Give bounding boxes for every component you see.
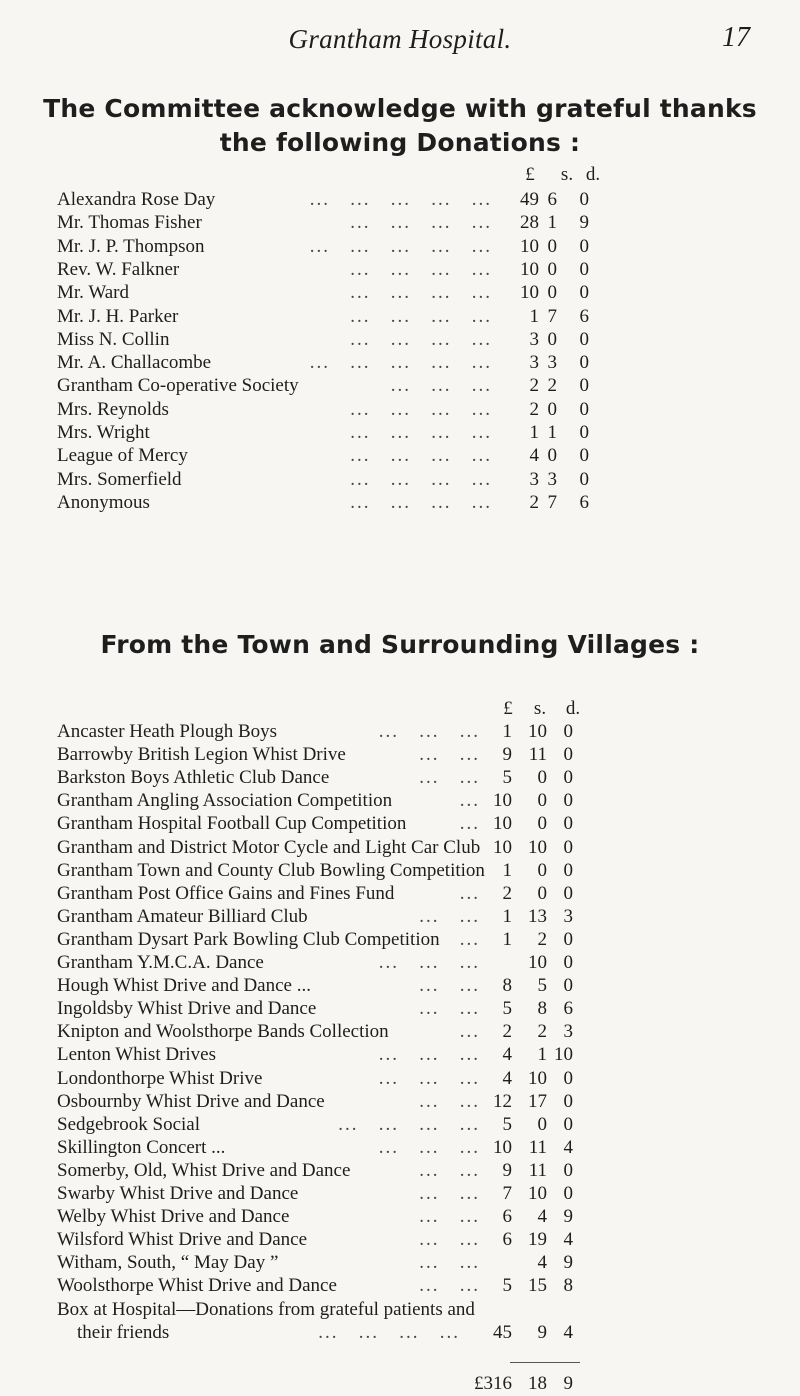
shillings-amount: 4 bbox=[537, 1206, 547, 1228]
shillings-amount: 17 bbox=[528, 1090, 547, 1112]
village-donation-row bbox=[57, 766, 777, 790]
shillings-amount: 10 bbox=[528, 836, 547, 858]
pence-amount: 9 bbox=[563, 1252, 573, 1274]
leader-dots: ... ... ... ... bbox=[350, 445, 492, 467]
village-donation-row bbox=[57, 1113, 777, 1137]
pence-amount: 0 bbox=[563, 1113, 573, 1135]
pounds-amount: 10 bbox=[493, 836, 512, 858]
village-donation-row bbox=[57, 951, 777, 975]
leader-dots: ... bbox=[459, 928, 480, 950]
leader-dots: ... ... ... ... bbox=[318, 1321, 460, 1343]
leader-dots: ... ... bbox=[419, 1090, 480, 1112]
leader-dots: ... ... ... ... bbox=[350, 212, 492, 234]
shillings-amount: 1 bbox=[537, 1044, 547, 1066]
shillings-amount: 1 bbox=[547, 212, 557, 234]
box-donation-line1 bbox=[57, 1298, 777, 1322]
donor-name: Mr. A. Challacombe bbox=[57, 352, 212, 374]
leader-dots: ... ... ... bbox=[378, 1067, 480, 1089]
pence-amount: 0 bbox=[563, 1067, 573, 1089]
village-donation-row bbox=[57, 1228, 777, 1252]
shillings-amount: 9 bbox=[537, 1321, 547, 1343]
donor-name: Mrs. Somerfield bbox=[57, 468, 182, 490]
villages-list bbox=[57, 720, 777, 1394]
donation-row bbox=[57, 305, 777, 329]
shillings-amount: 0 bbox=[547, 282, 557, 304]
pence-amount: 0 bbox=[579, 398, 589, 420]
donor-name: Rev. W. Falkner bbox=[57, 258, 180, 280]
village-donation-row bbox=[57, 720, 777, 744]
village-donation-row bbox=[57, 928, 777, 952]
shillings-amount: 3 bbox=[547, 468, 557, 490]
shillings-amount: 6 bbox=[547, 189, 557, 210]
leader-dots: ... ... ... ... ... bbox=[309, 352, 492, 374]
pence-amount: 0 bbox=[579, 258, 589, 280]
pounds-amount: 9 bbox=[502, 744, 512, 766]
donation-row bbox=[57, 468, 777, 492]
shillings-amount: 0 bbox=[547, 258, 557, 280]
donor-name: Mr. J. P. Thompson bbox=[57, 235, 205, 257]
donor-name: Osbournby Whist Drive and Dance bbox=[57, 1090, 325, 1112]
pounds-amount: 1 bbox=[502, 721, 512, 742]
leader-dots: ... ... ... ... bbox=[350, 398, 492, 420]
pounds-amount: 49 bbox=[520, 189, 539, 210]
village-donation-row bbox=[57, 859, 777, 883]
donor-name: Wilsford Whist Drive and Dance bbox=[57, 1229, 308, 1251]
shillings-amount: 7 bbox=[547, 305, 557, 327]
donation-row bbox=[57, 258, 777, 282]
village-donation-row bbox=[57, 1067, 777, 1091]
donor-name: their friends bbox=[77, 1321, 170, 1343]
donor-name: League of Mercy bbox=[57, 445, 188, 467]
leader-dots: ... ... bbox=[419, 1183, 480, 1204]
village-donation-row bbox=[57, 974, 777, 998]
donation-row bbox=[57, 281, 777, 305]
donor-name: Barkston Boys Athletic Club Dance bbox=[57, 767, 330, 789]
donor-name: Miss N. Collin bbox=[57, 328, 170, 350]
pounds-amount: 6 bbox=[502, 1229, 512, 1251]
village-donation-row bbox=[57, 997, 777, 1021]
pence-amount: 0 bbox=[563, 1159, 573, 1181]
leader-dots: ... ... ... ... bbox=[338, 1113, 480, 1135]
village-donation-row bbox=[57, 905, 777, 929]
leader-dots: ... bbox=[459, 1021, 480, 1043]
shillings-amount: 5 bbox=[537, 975, 547, 997]
shillings-amount: 2 bbox=[537, 928, 547, 950]
donor-name: Grantham Amateur Billiard Club bbox=[57, 905, 308, 927]
leader-dots: ... bbox=[459, 790, 480, 812]
pence-amount: 0 bbox=[579, 235, 589, 257]
shillings-amount: 0 bbox=[537, 813, 547, 835]
donation-row bbox=[57, 398, 777, 422]
pence-amount: 0 bbox=[579, 282, 589, 304]
village-donation-row bbox=[57, 743, 777, 767]
heading-committee-line2: the following Donations : bbox=[219, 128, 581, 157]
pence-amount: 4 bbox=[563, 1136, 573, 1158]
shillings-amount: 0 bbox=[537, 859, 547, 881]
total-pounds: £316 bbox=[474, 1372, 512, 1394]
donor-name: Grantham and District Motor Cycle and Light Car Club bbox=[57, 836, 481, 858]
pounds-amount: 3 bbox=[529, 352, 539, 374]
pounds-amount: 4 bbox=[502, 1067, 512, 1089]
pence-amount: 0 bbox=[579, 422, 589, 443]
pounds-amount: 4 bbox=[529, 445, 539, 467]
shillings-amount: 2 bbox=[547, 375, 557, 397]
pounds-amount: 10 bbox=[520, 282, 539, 304]
leader-dots: ... ... ... bbox=[378, 1136, 480, 1158]
pence-amount: 0 bbox=[563, 767, 573, 789]
donation-row bbox=[57, 421, 777, 445]
shillings-amount: 13 bbox=[528, 905, 547, 927]
pounds-amount: 1 bbox=[529, 305, 539, 327]
pence-amount: 0 bbox=[579, 328, 589, 350]
pounds-amount: 1 bbox=[502, 928, 512, 950]
grand-total bbox=[57, 1372, 777, 1396]
leader-dots: ... ... ... bbox=[378, 1044, 480, 1066]
donor-name: Mr. Thomas Fisher bbox=[57, 212, 202, 234]
page-number: 17 bbox=[722, 22, 750, 53]
donor-name: Mrs. Wright bbox=[57, 422, 150, 443]
pence-amount: 0 bbox=[563, 1183, 573, 1204]
leader-dots: ... ... bbox=[419, 767, 480, 789]
pounds-amount: 10 bbox=[493, 790, 512, 812]
shillings-amount: 11 bbox=[528, 1159, 547, 1181]
village-donation-row bbox=[57, 1136, 777, 1160]
pounds-amount: 9 bbox=[502, 1159, 512, 1181]
donor-name: Grantham Co-operative Society bbox=[57, 375, 299, 397]
leader-dots: ... ... ... ... bbox=[350, 305, 492, 327]
shillings-amount: 11 bbox=[528, 1136, 547, 1158]
donation-row bbox=[57, 374, 777, 398]
pence-amount: 0 bbox=[563, 928, 573, 950]
leader-dots: ... ... bbox=[419, 1275, 480, 1297]
donation-row bbox=[57, 351, 777, 375]
village-donation-row bbox=[57, 836, 777, 860]
donations-column-headers bbox=[0, 162, 800, 188]
donor-name: Grantham Dysart Park Bowling Club Competition bbox=[57, 928, 440, 950]
leader-dots: ... ... bbox=[419, 744, 480, 766]
village-donation-row bbox=[57, 1251, 777, 1275]
shillings-amount: 2 bbox=[537, 1021, 547, 1043]
pounds-amount: 5 bbox=[502, 767, 512, 789]
donations-list bbox=[57, 188, 777, 528]
donor-name: Mrs. Reynolds bbox=[57, 398, 169, 420]
pounds-amount: 3 bbox=[529, 468, 539, 490]
pounds-amount: 5 bbox=[502, 1113, 512, 1135]
shillings-amount: 8 bbox=[537, 998, 547, 1020]
shillings-amount: 10 bbox=[528, 1067, 547, 1089]
pence-amount: 3 bbox=[563, 1021, 573, 1043]
pounds-amount: 4 bbox=[502, 1044, 512, 1066]
donor-name: Grantham Angling Association Competition bbox=[57, 790, 393, 812]
pounds-amount: 2 bbox=[529, 491, 539, 513]
pounds-amount: 6 bbox=[502, 1206, 512, 1228]
donor-name: Somerby, Old, Whist Drive and Dance bbox=[57, 1159, 351, 1181]
donor-name: Barrowby British Legion Whist Drive bbox=[57, 744, 346, 766]
pounds-amount: 12 bbox=[493, 1090, 512, 1112]
donor-name: Grantham Y.M.C.A. Dance bbox=[57, 952, 264, 973]
running-title: Grantham Hospital. bbox=[288, 24, 512, 54]
heading-villages: From the Town and Surrounding Villages : bbox=[100, 630, 700, 659]
donor-name: Knipton and Woolsthorpe Bands Collection bbox=[57, 1021, 389, 1043]
donor-name: Mr. J. H. Parker bbox=[57, 305, 179, 327]
pence-header: d. bbox=[565, 698, 581, 719]
shillings-header: s. bbox=[560, 164, 574, 185]
pence-amount: 0 bbox=[563, 952, 573, 973]
village-donation-row bbox=[57, 882, 777, 906]
pence-amount: 0 bbox=[563, 1090, 573, 1112]
shillings-amount: 0 bbox=[547, 445, 557, 467]
leader-dots: ... ... ... ... bbox=[350, 328, 492, 350]
donor-name: Box at Hospital—Donations from grateful patients and bbox=[57, 1298, 475, 1320]
villages-column-headers bbox=[0, 696, 800, 722]
pence-amount: 0 bbox=[579, 352, 589, 374]
leader-dots: ... ... ... bbox=[378, 721, 480, 742]
village-donation-row bbox=[57, 1205, 777, 1229]
pence-amount: 3 bbox=[563, 905, 573, 927]
shillings-amount: 0 bbox=[537, 790, 547, 812]
pounds-amount: 2 bbox=[529, 398, 539, 420]
pence-amount: 0 bbox=[579, 445, 589, 467]
pence-amount: 0 bbox=[563, 790, 573, 812]
pence-amount: 0 bbox=[563, 859, 573, 881]
donation-row bbox=[57, 211, 777, 235]
pounds-amount: 5 bbox=[502, 998, 512, 1020]
leader-dots: ... ... ... bbox=[390, 375, 492, 397]
pounds-amount: 7 bbox=[502, 1183, 512, 1204]
donor-name: Mr. Ward bbox=[57, 282, 130, 304]
village-donation-row bbox=[57, 789, 777, 813]
leader-dots: ... ... ... ... bbox=[350, 491, 492, 513]
leader-dots: ... ... ... ... bbox=[350, 258, 492, 280]
pence-amount: 9 bbox=[579, 212, 589, 234]
box-donation-row bbox=[77, 1321, 777, 1345]
leader-dots: ... ... ... ... bbox=[350, 422, 492, 443]
pounds-amount: 45 bbox=[493, 1321, 512, 1343]
pence-amount: 0 bbox=[563, 882, 573, 904]
shillings-amount: 0 bbox=[537, 767, 547, 789]
donor-name: Grantham Hospital Football Cup Competition bbox=[57, 813, 407, 835]
pence-amount: 0 bbox=[563, 836, 573, 858]
pence-amount: 0 bbox=[579, 468, 589, 490]
pounds-amount: 8 bbox=[502, 975, 512, 997]
leader-dots: ... bbox=[459, 882, 480, 904]
heading-committee-line1: The Committee acknowledge with grateful thanks bbox=[43, 94, 757, 123]
pounds-amount: 2 bbox=[529, 375, 539, 397]
shillings-amount: 10 bbox=[528, 1183, 547, 1204]
pounds-amount: 10 bbox=[493, 1136, 512, 1158]
donor-name: Hough Whist Drive and Dance ... bbox=[57, 975, 311, 997]
donor-name: Grantham Post Office Gains and Fines Fund bbox=[57, 882, 395, 904]
leader-dots: ... ... ... bbox=[378, 952, 480, 973]
shillings-amount: 0 bbox=[547, 235, 557, 257]
shillings-amount: 4 bbox=[537, 1252, 547, 1274]
donor-name: Sedgebrook Social bbox=[57, 1113, 201, 1135]
shillings-amount: 0 bbox=[537, 882, 547, 904]
pence-amount: 9 bbox=[563, 1206, 573, 1228]
donor-name: Skillington Concert ... bbox=[57, 1136, 226, 1158]
pounds-header: £ bbox=[525, 164, 535, 185]
donation-row bbox=[57, 235, 777, 259]
pounds-amount: 5 bbox=[502, 1275, 512, 1297]
pence-amount: 4 bbox=[563, 1321, 573, 1343]
donor-name: Welby Whist Drive and Dance bbox=[57, 1206, 290, 1228]
pence-amount: 6 bbox=[579, 305, 589, 327]
shillings-amount: 15 bbox=[528, 1275, 547, 1297]
donor-name: Ingoldsby Whist Drive and Dance bbox=[57, 998, 317, 1020]
shillings-amount: 10 bbox=[528, 952, 547, 973]
pence-header: d. bbox=[585, 164, 601, 185]
shillings-amount: 7 bbox=[547, 491, 557, 513]
donation-row bbox=[57, 328, 777, 352]
donor-name: Witham, South, “ May Day ” bbox=[57, 1252, 279, 1274]
donor-name: Grantham Town and County Club Bowling Competition bbox=[57, 859, 485, 881]
leader-dots: ... ... bbox=[419, 975, 480, 997]
donor-name: Londonthorpe Whist Drive bbox=[57, 1067, 263, 1089]
pounds-amount: 2 bbox=[502, 1021, 512, 1043]
village-donation-row bbox=[57, 1090, 777, 1114]
leader-dots: ... ... ... ... bbox=[350, 468, 492, 490]
shillings-amount: 1 bbox=[547, 422, 557, 443]
shillings-amount: 0 bbox=[547, 328, 557, 350]
pounds-amount: 28 bbox=[520, 212, 539, 234]
pounds-header: £ bbox=[503, 698, 513, 719]
pence-amount: 0 bbox=[579, 189, 589, 210]
village-donation-row bbox=[57, 1020, 777, 1044]
donation-row bbox=[57, 491, 777, 515]
pence-amount: 6 bbox=[563, 998, 573, 1020]
pounds-amount: 1 bbox=[502, 859, 512, 881]
pounds-amount: 10 bbox=[493, 813, 512, 835]
pence-amount: 0 bbox=[563, 721, 573, 742]
leader-dots: ... ... ... ... ... bbox=[309, 189, 492, 210]
pounds-amount: 1 bbox=[502, 905, 512, 927]
leader-dots: ... bbox=[459, 813, 480, 835]
running-header bbox=[0, 14, 800, 54]
village-donation-row bbox=[57, 1274, 777, 1298]
leader-dots: ... ... bbox=[419, 905, 480, 927]
pence-amount: 6 bbox=[579, 491, 589, 513]
shillings-amount: 3 bbox=[547, 352, 557, 374]
donor-name: Alexandra Rose Day bbox=[57, 189, 216, 210]
pence-amount: 0 bbox=[563, 975, 573, 997]
leader-dots: ... ... bbox=[419, 1252, 480, 1274]
pence-amount: 10 bbox=[554, 1044, 573, 1066]
leader-dots: ... ... bbox=[419, 1206, 480, 1228]
shillings-header: s. bbox=[533, 698, 547, 719]
total-rule bbox=[510, 1362, 580, 1363]
pounds-amount: 10 bbox=[520, 235, 539, 257]
shillings-amount: 0 bbox=[537, 1113, 547, 1135]
pence-amount: 0 bbox=[579, 375, 589, 397]
shillings-amount: 19 bbox=[528, 1229, 547, 1251]
total-pence: 9 bbox=[563, 1372, 573, 1394]
leader-dots: ... ... ... ... ... bbox=[309, 235, 492, 257]
pence-amount: 0 bbox=[563, 813, 573, 835]
pence-amount: 0 bbox=[563, 744, 573, 766]
donor-name: Swarby Whist Drive and Dance bbox=[57, 1183, 299, 1204]
shillings-amount: 0 bbox=[547, 398, 557, 420]
pence-amount: 8 bbox=[563, 1275, 573, 1297]
village-donation-row bbox=[57, 1043, 777, 1067]
shillings-amount: 11 bbox=[528, 744, 547, 766]
total-shillings: 18 bbox=[528, 1372, 547, 1394]
donor-name: Lenton Whist Drives bbox=[57, 1044, 217, 1066]
leader-dots: ... ... bbox=[419, 998, 480, 1020]
leader-dots: ... ... ... ... bbox=[350, 282, 492, 304]
donor-name: Woolsthorpe Whist Drive and Dance bbox=[57, 1275, 337, 1297]
donor-name: Ancaster Heath Plough Boys bbox=[57, 721, 278, 742]
pounds-amount: 3 bbox=[529, 328, 539, 350]
pence-amount: 4 bbox=[563, 1229, 573, 1251]
pounds-amount: 10 bbox=[520, 258, 539, 280]
leader-dots: ... ... bbox=[419, 1229, 480, 1251]
donation-row bbox=[57, 444, 777, 468]
village-donation-row bbox=[57, 812, 777, 836]
shillings-amount: 10 bbox=[528, 721, 547, 742]
village-donation-row bbox=[57, 1182, 777, 1206]
pounds-amount: 2 bbox=[502, 882, 512, 904]
donation-row bbox=[57, 188, 777, 212]
village-donation-row bbox=[57, 1159, 777, 1183]
donor-name: Anonymous bbox=[57, 491, 150, 513]
pounds-amount: 1 bbox=[529, 422, 539, 443]
leader-dots: ... ... bbox=[419, 1159, 480, 1181]
